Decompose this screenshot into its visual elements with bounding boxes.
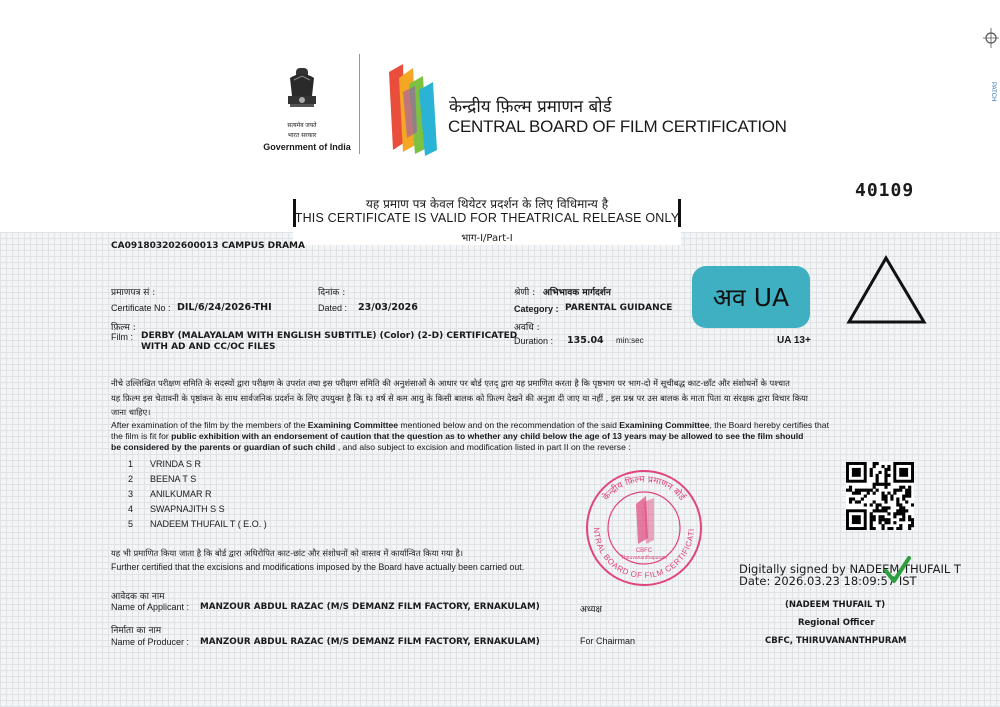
- qr-module: [887, 527, 890, 530]
- qr-module: [887, 506, 890, 509]
- officer-name: (NADEEM THUFAIL T): [785, 600, 886, 610]
- dated-value: 23/03/2026: [358, 302, 418, 313]
- qr-module: [849, 489, 852, 492]
- reference-number: CA091803202600013 CAMPUS DRAMA: [111, 241, 305, 251]
- qr-module: [881, 527, 884, 530]
- qr-module: [881, 506, 884, 509]
- qr-module: [899, 527, 902, 530]
- qr-module: [879, 521, 882, 524]
- qr-module: [864, 489, 867, 492]
- qr-module: [893, 512, 896, 515]
- member-number: 4: [128, 504, 134, 514]
- patch-seal-icon: [982, 24, 1000, 64]
- film-title-line2: WITH AD AND CC/OC FILES: [141, 342, 276, 352]
- qr-module: [852, 492, 855, 495]
- qr-module: [908, 527, 911, 530]
- duration-value: 135.04: [567, 335, 604, 346]
- officer-title: Regional Officer: [798, 618, 875, 628]
- qr-module: [873, 518, 876, 521]
- qr-module: [881, 495, 884, 498]
- qr-module: [879, 515, 882, 518]
- qr-module: [849, 497, 852, 500]
- qr-finder-pattern: [899, 468, 908, 477]
- qr-module: [884, 497, 887, 500]
- member-number: 2: [128, 474, 134, 484]
- member-row: [128, 519, 267, 529]
- cbfc-seal: [584, 468, 704, 588]
- seal-city: Thiruvananthapuram: [620, 555, 668, 561]
- qr-module: [902, 486, 905, 489]
- qr-module: [884, 480, 887, 483]
- qr-module: [864, 495, 867, 498]
- qr-module: [855, 500, 858, 503]
- member-name: SWAPNAJITH S S: [150, 504, 225, 514]
- qr-module: [887, 521, 890, 524]
- film-title-line1: DERBY (MALAYALAM WITH ENGLISH SUBTITLE) (Color) (2-D) CERTIFICATED: [141, 331, 518, 341]
- gov-hindi: भारत सरकार: [287, 132, 317, 139]
- qr-module: [870, 471, 873, 474]
- qr-module: [887, 518, 890, 521]
- verified-check-icon: [883, 555, 911, 585]
- producer-value: MANZOUR ABDUL RAZAC (M/S DEMANZ FILM FACTORY, ERNAKULAM): [200, 637, 540, 647]
- member-row: [128, 459, 201, 469]
- qr-module: [879, 509, 882, 512]
- qr-module: [873, 509, 876, 512]
- qr-module: [896, 500, 899, 503]
- qr-module: [873, 500, 876, 503]
- qr-module: [879, 518, 882, 521]
- qr-module: [884, 521, 887, 524]
- officer-office: CBFC, THIRUVANANTHPURAM: [765, 636, 907, 646]
- qr-module: [876, 474, 879, 477]
- qr-module: [908, 486, 911, 489]
- english-paragraph: [111, 420, 901, 453]
- qr-module: [870, 512, 873, 515]
- qr-finder-pattern: [852, 515, 861, 524]
- member-number: 1: [128, 459, 134, 469]
- qr-module: [896, 509, 899, 512]
- member-name: ANILKUMAR R: [150, 489, 212, 499]
- qr-module: [902, 518, 905, 521]
- rating-sub: UA 13+: [777, 335, 811, 346]
- qr-module: [881, 524, 884, 527]
- cert-no-hindi: प्रमाणपत्र सं :: [111, 288, 156, 298]
- part-label: भाग-I/Part-I: [461, 233, 513, 244]
- qr-module: [902, 497, 905, 500]
- qr-module: [884, 506, 887, 509]
- qr-module: [908, 524, 911, 527]
- examining-committee-text: Examining Committee: [619, 420, 710, 430]
- certificate-serial: 40109: [855, 180, 915, 201]
- qr-module: [876, 489, 879, 492]
- duration-hindi: अवधि :: [514, 323, 540, 333]
- qr-module: [876, 483, 879, 486]
- qr-module: [884, 471, 887, 474]
- producer-label: Name of Producer :: [111, 637, 190, 647]
- qr-module: [884, 509, 887, 512]
- caution-text: public exhibition with an endorsement of caution that the question as to whether any child below the age of 13 years may be allowed to see the film should: [171, 431, 804, 441]
- qr-module: [905, 500, 908, 503]
- qr-module: [852, 497, 855, 500]
- qr-module: [905, 495, 908, 498]
- qr-module: [870, 489, 873, 492]
- board-name-english: CENTRAL BOARD OF FILM CERTIFICATION: [448, 117, 787, 136]
- qr-module: [876, 509, 879, 512]
- qr-module: [899, 509, 902, 512]
- qr-module: [887, 483, 890, 486]
- qr-module: [867, 489, 870, 492]
- hindi-paragraph-line1: नीचे उल्लिखित परीक्षण समिति के सदस्यों द्वारा परीक्षण के उपरांत तथा इस परीक्षण समिति की अनुशंसाओं के आधार पर बोर्ड एतद् द्वारा यह प्रमाणित करता है कि पृष्ठभाग पर भाग-दो में सूचीबद्ध काट-छाँट और संशोधनों के पश्चात: [111, 378, 790, 388]
- qr-module: [890, 497, 893, 500]
- seal-bottom-text: NTRAL BOARD OF FILM CERTIFICATI: [591, 527, 697, 581]
- qr-module: [887, 474, 890, 477]
- national-emblem: [282, 66, 322, 120]
- qr-module: [908, 515, 911, 518]
- qr-module: [881, 509, 884, 512]
- qr-module: [881, 515, 884, 518]
- rating-badge: अव UA: [692, 266, 810, 328]
- qr-module: [884, 483, 887, 486]
- cert-no-label: Certificate No :: [111, 303, 171, 313]
- dated-hindi: दिनांक :: [318, 288, 346, 298]
- qr-module: [902, 506, 905, 509]
- qr-module: [902, 512, 905, 515]
- header-divider: [359, 54, 360, 154]
- hindi-paragraph-line2: यह फ़िल्म इस चेतावनी के पृष्ठांकन के साथ सार्वजनिक प्रदर्शन के लिए उपयुक्त है कि १३ वर्ष से कम आयु के किसी बालक को फ़िल्म देखने की अनुज्ञा दी जाए या नहीं , इस प्रश्न पर उस बालक के माता पिता या संरक्षक द्वारा विचार किया: [111, 393, 808, 403]
- qr-module: [884, 500, 887, 503]
- qr-module: [905, 509, 908, 512]
- qr-module: [911, 503, 914, 506]
- qr-module: [873, 527, 876, 530]
- qr-module: [873, 465, 876, 468]
- qr-module: [899, 503, 902, 506]
- qr-module: [884, 486, 887, 489]
- qr-module: [873, 486, 876, 489]
- qr-module: [896, 503, 899, 506]
- qr-finder-pattern: [852, 468, 861, 477]
- qr-module: [902, 509, 905, 512]
- hindi-paragraph-line3: जाना चाहिए।: [111, 407, 151, 417]
- qr-module: [858, 489, 861, 492]
- applicant-value: MANZOUR ABDUL RAZAC (M/S DEMANZ FILM FACTORY, ERNAKULAM): [200, 602, 540, 612]
- qr-module: [879, 471, 882, 474]
- qr-module: [899, 512, 902, 515]
- category-hindi: श्रेणी :: [514, 288, 536, 298]
- further-english: Further certified that the excisions and modifications imposed by the Board have actually been carried out.: [111, 562, 525, 572]
- qr-module: [870, 503, 873, 506]
- further-hindi: यह भी प्रमाणित किया जाता है कि बोर्ड द्वारा अधिरोपित काट-छांट और संशोधनों को वास्तव में कार्यान्वित किया गया है।: [111, 548, 464, 558]
- applicant-label: Name of Applicant :: [111, 602, 190, 612]
- signature-line1: Digitally signed by NADEEM THUFAIL T: [739, 562, 961, 576]
- qr-module: [908, 495, 911, 498]
- member-name: BEENA T S: [150, 474, 197, 484]
- qr-module: [893, 489, 896, 492]
- qr-module: [858, 500, 861, 503]
- qr-module: [846, 489, 849, 492]
- qr-module: [879, 503, 882, 506]
- qr-module: [870, 527, 873, 530]
- digital-signature: [739, 563, 961, 587]
- qr-module: [893, 515, 896, 518]
- validity-hindi: यह प्रमाण पत्र केवल थियेटर प्रदर्शन के लिए विधिमान्य है: [365, 197, 609, 211]
- qr-module: [899, 518, 902, 521]
- validity-english: THIS CERTIFICATE IS VALID FOR THEATRICAL RELEASE ONLY: [294, 211, 680, 225]
- qr-module: [881, 497, 884, 500]
- qr-module: [902, 495, 905, 498]
- for-chairman-label: For Chairman: [580, 636, 636, 646]
- qr-module: [881, 483, 884, 486]
- member-row: [128, 504, 225, 514]
- member-number: 5: [128, 519, 134, 529]
- qr-module: [896, 512, 899, 515]
- dated-label: Dated :: [318, 303, 348, 313]
- cert-no-value: DIL/6/24/2026-THI: [177, 302, 272, 313]
- qr-module: [899, 489, 902, 492]
- cbfc-logo: [385, 62, 440, 157]
- qr-module: [870, 521, 873, 524]
- qr-module: [870, 515, 873, 518]
- english-paragraph-part: the film is fit for: [111, 431, 172, 441]
- qr-module: [911, 524, 914, 527]
- english-paragraph-part: After examination of the film by the members of the: [111, 420, 308, 430]
- qr-module: [861, 497, 864, 500]
- qr-module: [884, 474, 887, 477]
- qr-module: [881, 465, 884, 468]
- qr-module: [873, 483, 876, 486]
- qr-module: [908, 518, 911, 521]
- qr-module: [876, 480, 879, 483]
- qr-module: [873, 515, 876, 518]
- board-name-hindi: केन्द्रीय फ़िल्म प्रमाणन बोर्ड: [449, 97, 612, 117]
- qr-module: [861, 489, 864, 492]
- english-paragraph-part: , and also subject to excision and modification listed in part II on the reverse :: [335, 442, 631, 452]
- member-row: [128, 489, 212, 499]
- qr-module: [855, 492, 858, 495]
- seal-top-text: केन्द्रीय फ़िल्म प्रमाणन बोर्ड: [601, 474, 687, 503]
- category-value: PARENTAL GUIDANCE: [565, 303, 673, 313]
- qr-module: [905, 492, 908, 495]
- qr-module: [881, 518, 884, 521]
- qr-module: [884, 477, 887, 480]
- member-name: VRINDA S R: [150, 459, 202, 469]
- qr-module: [873, 462, 876, 465]
- qr-module: [899, 524, 902, 527]
- qr-module: [893, 521, 896, 524]
- applicant-hindi: आवेदक का नाम: [111, 592, 165, 602]
- member-row: [128, 474, 196, 484]
- qr-module: [887, 512, 890, 515]
- seal-mark: CBFC: [635, 548, 653, 554]
- qr-module: [858, 492, 861, 495]
- member-number: 3: [128, 489, 134, 499]
- qr-module: [870, 474, 873, 477]
- validity-box: [293, 193, 681, 245]
- category-label: Category :: [514, 304, 559, 314]
- duration-label: Duration :: [514, 336, 554, 346]
- qr-module: [890, 495, 893, 498]
- qr-module: [881, 492, 884, 495]
- english-paragraph-part: , the Board hereby certifies that: [709, 420, 829, 430]
- qr-module: [864, 503, 867, 506]
- qr-module: [911, 521, 914, 524]
- qr-module: [870, 518, 873, 521]
- qr-module: [896, 527, 899, 530]
- qr-module: [899, 506, 902, 509]
- qr-module: [876, 506, 879, 509]
- qr-code: [846, 462, 914, 530]
- patch-label: PATCH: [990, 82, 996, 102]
- qr-module: [887, 492, 890, 495]
- triangle-icon: [846, 254, 928, 326]
- qr-module: [896, 497, 899, 500]
- qr-module: [908, 492, 911, 495]
- qr-module: [884, 468, 887, 471]
- qr-module: [867, 492, 870, 495]
- qr-module: [873, 492, 876, 495]
- qr-module: [849, 486, 852, 489]
- qr-module: [902, 515, 905, 518]
- producer-hindi: निर्माता का नाम: [111, 626, 162, 636]
- examining-committee-text: Examining Committee: [307, 420, 399, 430]
- english-paragraph-part: mentioned below and on the recommendation of the said: [398, 420, 620, 430]
- qr-module: [870, 468, 873, 471]
- qr-module: [876, 503, 879, 506]
- gov-motto: सत्यमेव जयते: [287, 123, 317, 129]
- qr-module: [896, 489, 899, 492]
- qr-module: [870, 524, 873, 527]
- qr-module: [890, 527, 893, 530]
- film-label: Film :: [111, 332, 133, 342]
- qr-module: [911, 518, 914, 521]
- duration-unit: min:sec: [616, 336, 644, 345]
- qr-module: [899, 486, 902, 489]
- gov-name: Government of India: [263, 142, 351, 152]
- category-hindi-value: अभिभावक मार्गदर्शन: [543, 288, 611, 298]
- qr-module: [855, 489, 858, 492]
- qr-module: [849, 500, 852, 503]
- qr-module: [908, 489, 911, 492]
- qr-module: [893, 492, 896, 495]
- qr-module: [905, 489, 908, 492]
- qr-module: [887, 465, 890, 468]
- member-name: NADEEM THUFAIL T ( E.O. ): [150, 519, 267, 529]
- qr-module: [876, 477, 879, 480]
- qr-module: [884, 495, 887, 498]
- qr-module: [884, 518, 887, 521]
- qr-module: [876, 462, 879, 465]
- film-hindi: फ़िल्म :: [111, 323, 136, 333]
- chairman-hindi: अध्यक्ष: [580, 605, 602, 615]
- caution-text: be considered by the parents or guardian of such child: [111, 442, 336, 452]
- qr-module: [879, 483, 882, 486]
- signature-line2: Date: 2026.03.23 18:09:57 IST: [739, 574, 917, 588]
- qr-module: [887, 468, 890, 471]
